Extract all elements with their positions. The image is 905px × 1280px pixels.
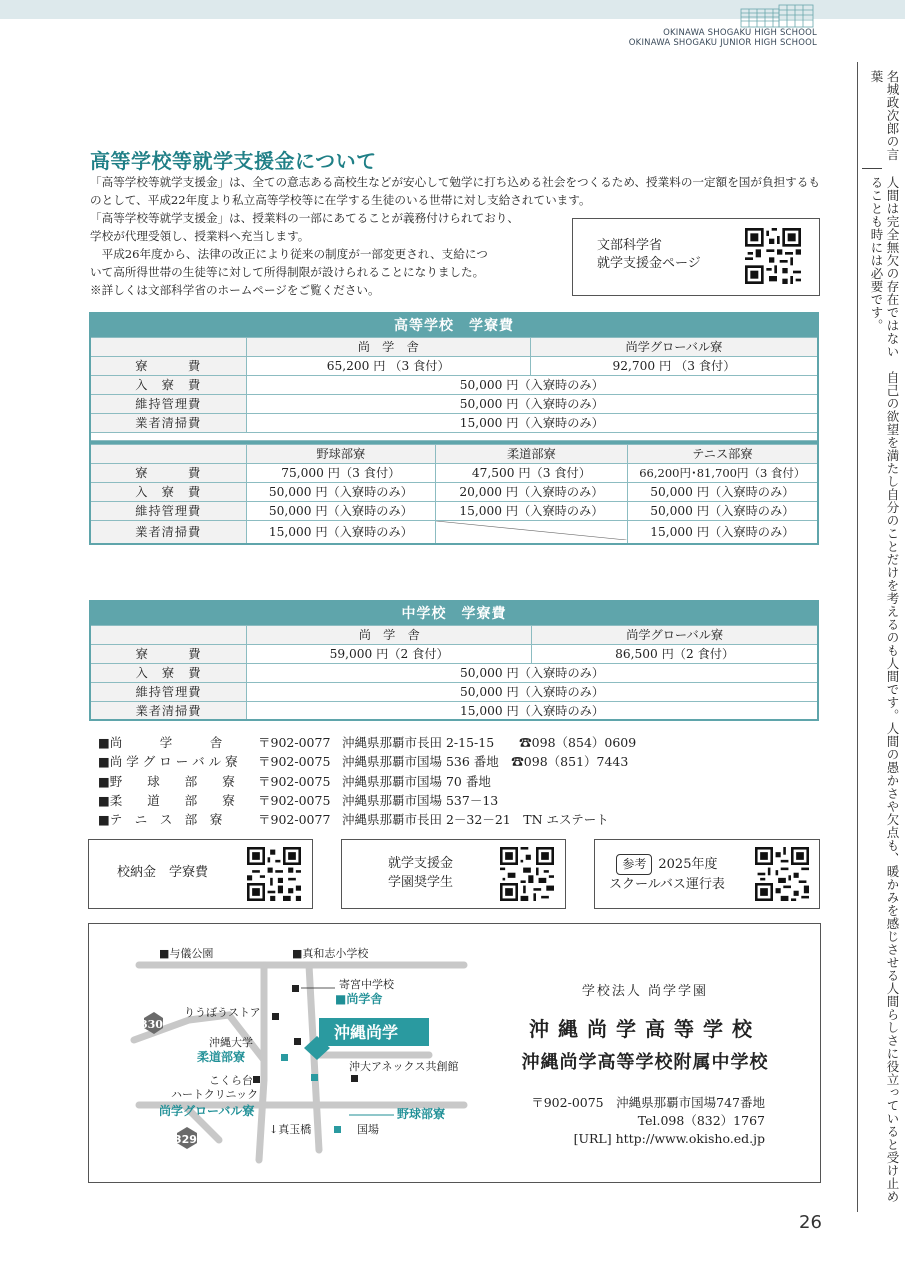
table-gap xyxy=(90,432,818,440)
col-header-global: 尚学グローバル寮 xyxy=(530,337,818,356)
empty-slash-cell xyxy=(436,520,628,544)
fee-cell: 15,000 円（入寮時のみ） xyxy=(247,701,818,720)
map-label-shintamabashi: ↓真玉橋 xyxy=(269,1123,312,1136)
school-building-logo xyxy=(735,3,820,29)
qr-code-icon[interactable] xyxy=(745,228,801,284)
col-header-judo: 柔道部寮 xyxy=(436,444,628,463)
fee-cell: 50,000 円（入寮時のみ） xyxy=(246,375,818,394)
school-contact xyxy=(505,1094,785,1148)
row-label: 入 寮 費 xyxy=(90,482,246,501)
map-marker xyxy=(311,1074,318,1081)
map-label-yakyu: 野球部寮 xyxy=(397,1107,446,1121)
qr-code-icon[interactable] xyxy=(500,847,554,901)
address-row xyxy=(98,733,636,752)
dorm-address: 沖縄県那覇市国場 537－13 xyxy=(342,792,499,808)
access-map xyxy=(129,930,529,1180)
fee-cell: 50,000 円（入寮時のみ） xyxy=(246,482,436,501)
map-label-shogakusha: ■尚学舎 xyxy=(335,992,383,1006)
scholarship-link-box[interactable] xyxy=(341,839,566,909)
fee-cell: 15,000 円（入寮時のみ） xyxy=(246,520,436,544)
school-info xyxy=(505,980,785,1148)
dorm-address: 沖縄県那覇市長田 2－32－21 TN エステート xyxy=(342,812,609,828)
mext-line-2: 就学支援金ページ xyxy=(597,256,701,271)
sidebar-rule xyxy=(857,62,858,1212)
col-header-baseball: 野球部寮 xyxy=(246,444,436,463)
fee-cell: 75,000 円（3 食付） xyxy=(246,463,436,482)
scholarship-link-label xyxy=(388,854,453,892)
mext-line-1: 文部科学省 xyxy=(597,238,663,253)
map-label-ryubo: りうぼうストア xyxy=(184,1006,261,1019)
dorm-name: ■尚 学 グ ロ ー バ ル 寮 xyxy=(98,754,238,770)
map-marker xyxy=(351,1075,358,1082)
address-row xyxy=(98,752,636,771)
reference-tag: 参考 xyxy=(616,854,652,875)
school-en-junior: OKINAWA SHOGAKU JUNIOR HIGH SCHOOL xyxy=(628,38,817,48)
map-label-heart: ハートクリニック xyxy=(171,1088,259,1101)
dorm-name: ■野 球 部 寮 xyxy=(98,773,235,789)
row-label: 寮 費 xyxy=(90,356,246,375)
fee-cell: 66,200円･81,700円（3 食付） xyxy=(627,463,818,482)
mext-link-label xyxy=(597,237,701,273)
fee-cell: 47,500 円（3 食付） xyxy=(436,463,628,482)
scholarship-line-1: 就学支援金 xyxy=(388,856,454,871)
map-label-global: 尚学グローバル寮 xyxy=(159,1104,255,1118)
school-en-high: OKINAWA SHOGAKU HIGH SCHOOL xyxy=(663,28,817,38)
row-label: 維持管理費 xyxy=(90,501,246,520)
detail-line: ※詳しくは文部科学省のホームページをご覧ください。 xyxy=(90,283,380,297)
page-number: 26 xyxy=(799,1212,822,1233)
map-marker xyxy=(292,985,299,992)
fees-link-box[interactable] xyxy=(88,839,313,909)
zip-code: 〒902-0077 xyxy=(258,735,331,750)
jhs-dorm-fee-table xyxy=(89,600,819,721)
bus-schedule-title: スクールバス運行表 xyxy=(609,877,725,892)
map-label-yogi: ■与儀公園 xyxy=(159,947,214,960)
detail-line: いて高所得世帯の生徒等に対して所得制限が設けられることになりました。 xyxy=(90,265,485,279)
qr-code-icon[interactable] xyxy=(755,847,809,901)
empty-header-cell xyxy=(90,337,246,356)
sidebar-separator xyxy=(862,168,882,169)
zip-code: 〒902-0075 xyxy=(258,773,331,789)
map-marker xyxy=(334,1126,341,1133)
dorm-name: ■柔 道 部 寮 xyxy=(98,792,235,808)
school-url[interactable]: [URL] http://www.okisho.ed.jp xyxy=(573,1131,765,1146)
dorm-address-list xyxy=(98,733,636,829)
col-header-shogakusha: 尚 学 舎 xyxy=(247,625,532,644)
map-marker xyxy=(281,1054,288,1061)
map-label-okidai: 沖縄大学 xyxy=(209,1036,253,1049)
row-label: 業者清掃費 xyxy=(90,413,246,432)
fee-cell: 65,200 円 （3 食付） xyxy=(246,356,530,375)
school-tel: Tel.098（832）1767 xyxy=(637,1113,765,1128)
school-english-name xyxy=(629,28,817,48)
jhs-table-title: 中学校 学寮費 xyxy=(90,601,818,625)
hs-table-title: 高等学校 学寮費 xyxy=(90,313,818,337)
zip-code: 〒902-0077 xyxy=(258,812,331,828)
dorm-address: 沖縄県那覇市長田 2-15-15 ☎098（854）0609 xyxy=(342,735,637,750)
map-label-annex: 沖大アネックス共創館 xyxy=(349,1060,459,1073)
row-label: 維持管理費 xyxy=(90,394,246,413)
bus-schedule-year: 2025年度 xyxy=(658,857,718,872)
map-label-kokuba: 国場 xyxy=(357,1123,379,1136)
empty-header-cell xyxy=(90,625,247,644)
section-heading: 高等学校等就学支援金について xyxy=(90,149,377,173)
sidebar-title: 名城政次郎の言葉 xyxy=(869,70,900,161)
fee-cell: 50,000 円（入寮時のみ） xyxy=(247,663,818,682)
detail-line: 平成26年度から、法律の改正により従来の制度が一部変更され、支給につ xyxy=(90,247,488,261)
school-address: 〒902-0075 沖縄県那覇市国場747番地 xyxy=(531,1095,765,1110)
row-label: 寮 費 xyxy=(90,463,246,482)
fee-cell: 50,000 円（入寮時のみ） xyxy=(247,682,818,701)
address-row xyxy=(98,791,636,810)
detail-paragraph xyxy=(90,209,565,299)
hs-dorm-fee-table xyxy=(89,312,819,545)
row-label: 業者清掃費 xyxy=(90,520,246,544)
bus-schedule-link-box[interactable] xyxy=(594,839,820,909)
fee-cell: 50,000 円（入寮時のみ） xyxy=(627,501,818,520)
col-header-tennis: テニス部寮 xyxy=(627,444,818,463)
dorm-name: ■テ ニ ス 部 寮 xyxy=(98,812,223,828)
address-row xyxy=(98,810,636,829)
col-header-shogakusha: 尚 学 舎 xyxy=(246,337,530,356)
school-name-junior: 沖縄尚学高等学校附属中学校 xyxy=(521,1052,769,1073)
row-label: 寮 費 xyxy=(90,644,247,663)
fee-cell: 86,500 円（2 食付） xyxy=(532,644,818,663)
map-label-mawashi: ■真和志小学校 xyxy=(292,947,369,960)
map-label-school: 沖縄尚学 xyxy=(334,1023,399,1042)
fee-cell: 15,000 円（入寮時のみ） xyxy=(627,520,818,544)
map-label-yorimiya: 寄宮中学校 xyxy=(339,978,394,991)
col-header-global: 尚学グローバル寮 xyxy=(532,625,818,644)
intro-paragraph: 「高等学校等就学支援金」は、全ての意志ある高校生などが安心して勉学に打ち込める社会をつくるため、授業料の一定額を国が負担するものとして、平成22年度より私立高等学校等に在学する生徒のいる世帯に対し支給されています。 xyxy=(90,175,820,207)
map-marker xyxy=(253,1076,260,1083)
scholarship-line-2: 学園奨学生 xyxy=(388,875,454,890)
fee-cell: 50,000 円（入寮時のみ） xyxy=(246,394,818,413)
fee-cell: 50,000 円（入寮時のみ） xyxy=(246,501,436,520)
empty-header-cell xyxy=(90,444,246,463)
zip-code: 〒902-0075 xyxy=(258,754,331,770)
map-marker xyxy=(272,1013,279,1020)
fees-link-label: 校納金 学寮費 xyxy=(117,865,209,880)
dorm-name: ■尚 学 舎 xyxy=(98,735,223,750)
map-label-judo: 柔道部寮 xyxy=(197,1050,246,1064)
fee-cell: 15,000 円（入寮時のみ） xyxy=(246,413,818,432)
row-label: 維持管理費 xyxy=(90,682,247,701)
slash-line xyxy=(436,521,627,540)
fee-cell: 59,000 円（2 食付） xyxy=(247,644,532,663)
fee-cell: 92,700 円 （3 食付） xyxy=(530,356,818,375)
row-label: 業者清掃費 xyxy=(90,701,247,720)
dorm-address: 沖縄県那覇市国場 70 番地 xyxy=(342,773,491,789)
route-330-label: 330 xyxy=(140,1018,163,1031)
school-corp: 学校法人 尚学学園 xyxy=(581,984,709,999)
dorm-address: 沖縄県那覇市国場 536 番地 ☎098（851）7443 xyxy=(342,754,629,770)
fee-cell: 20,000 円（入寮時のみ） xyxy=(436,482,628,501)
row-label: 入 寮 費 xyxy=(90,375,246,394)
mext-link-box[interactable] xyxy=(572,218,820,296)
detail-line: 「高等学校等就学支援金」は、授業料の一部にあてることが義務付けられており、 xyxy=(90,211,519,225)
sidebar-quote: 人間は完全無欠の存在ではない 自己の欲望を満たし自分のことだけを考えるのも人間です。人間の愚かさや欠点も、暖かみを感じさせる人間らしさに役立っていると受け止めることも時には必要です。 xyxy=(869,176,900,1203)
fee-cell: 50,000 円（入寮時のみ） xyxy=(627,482,818,501)
address-row xyxy=(98,772,636,791)
bus-schedule-label xyxy=(609,854,725,894)
zip-code: 〒902-0075 xyxy=(258,792,331,808)
fee-cell: 15,000 円（入寮時のみ） xyxy=(436,501,628,520)
school-name-high: 沖縄尚学高等学校 xyxy=(529,1017,761,1041)
map-marker xyxy=(294,1038,301,1045)
route-329-label: 329 xyxy=(174,1133,197,1146)
row-label: 入 寮 費 xyxy=(90,663,247,682)
qr-code-icon[interactable] xyxy=(247,847,301,901)
detail-line: 学校が代理受領し、授業料へ充当します。 xyxy=(90,229,310,243)
map-label-kokuradai: こくら台 xyxy=(209,1074,253,1087)
